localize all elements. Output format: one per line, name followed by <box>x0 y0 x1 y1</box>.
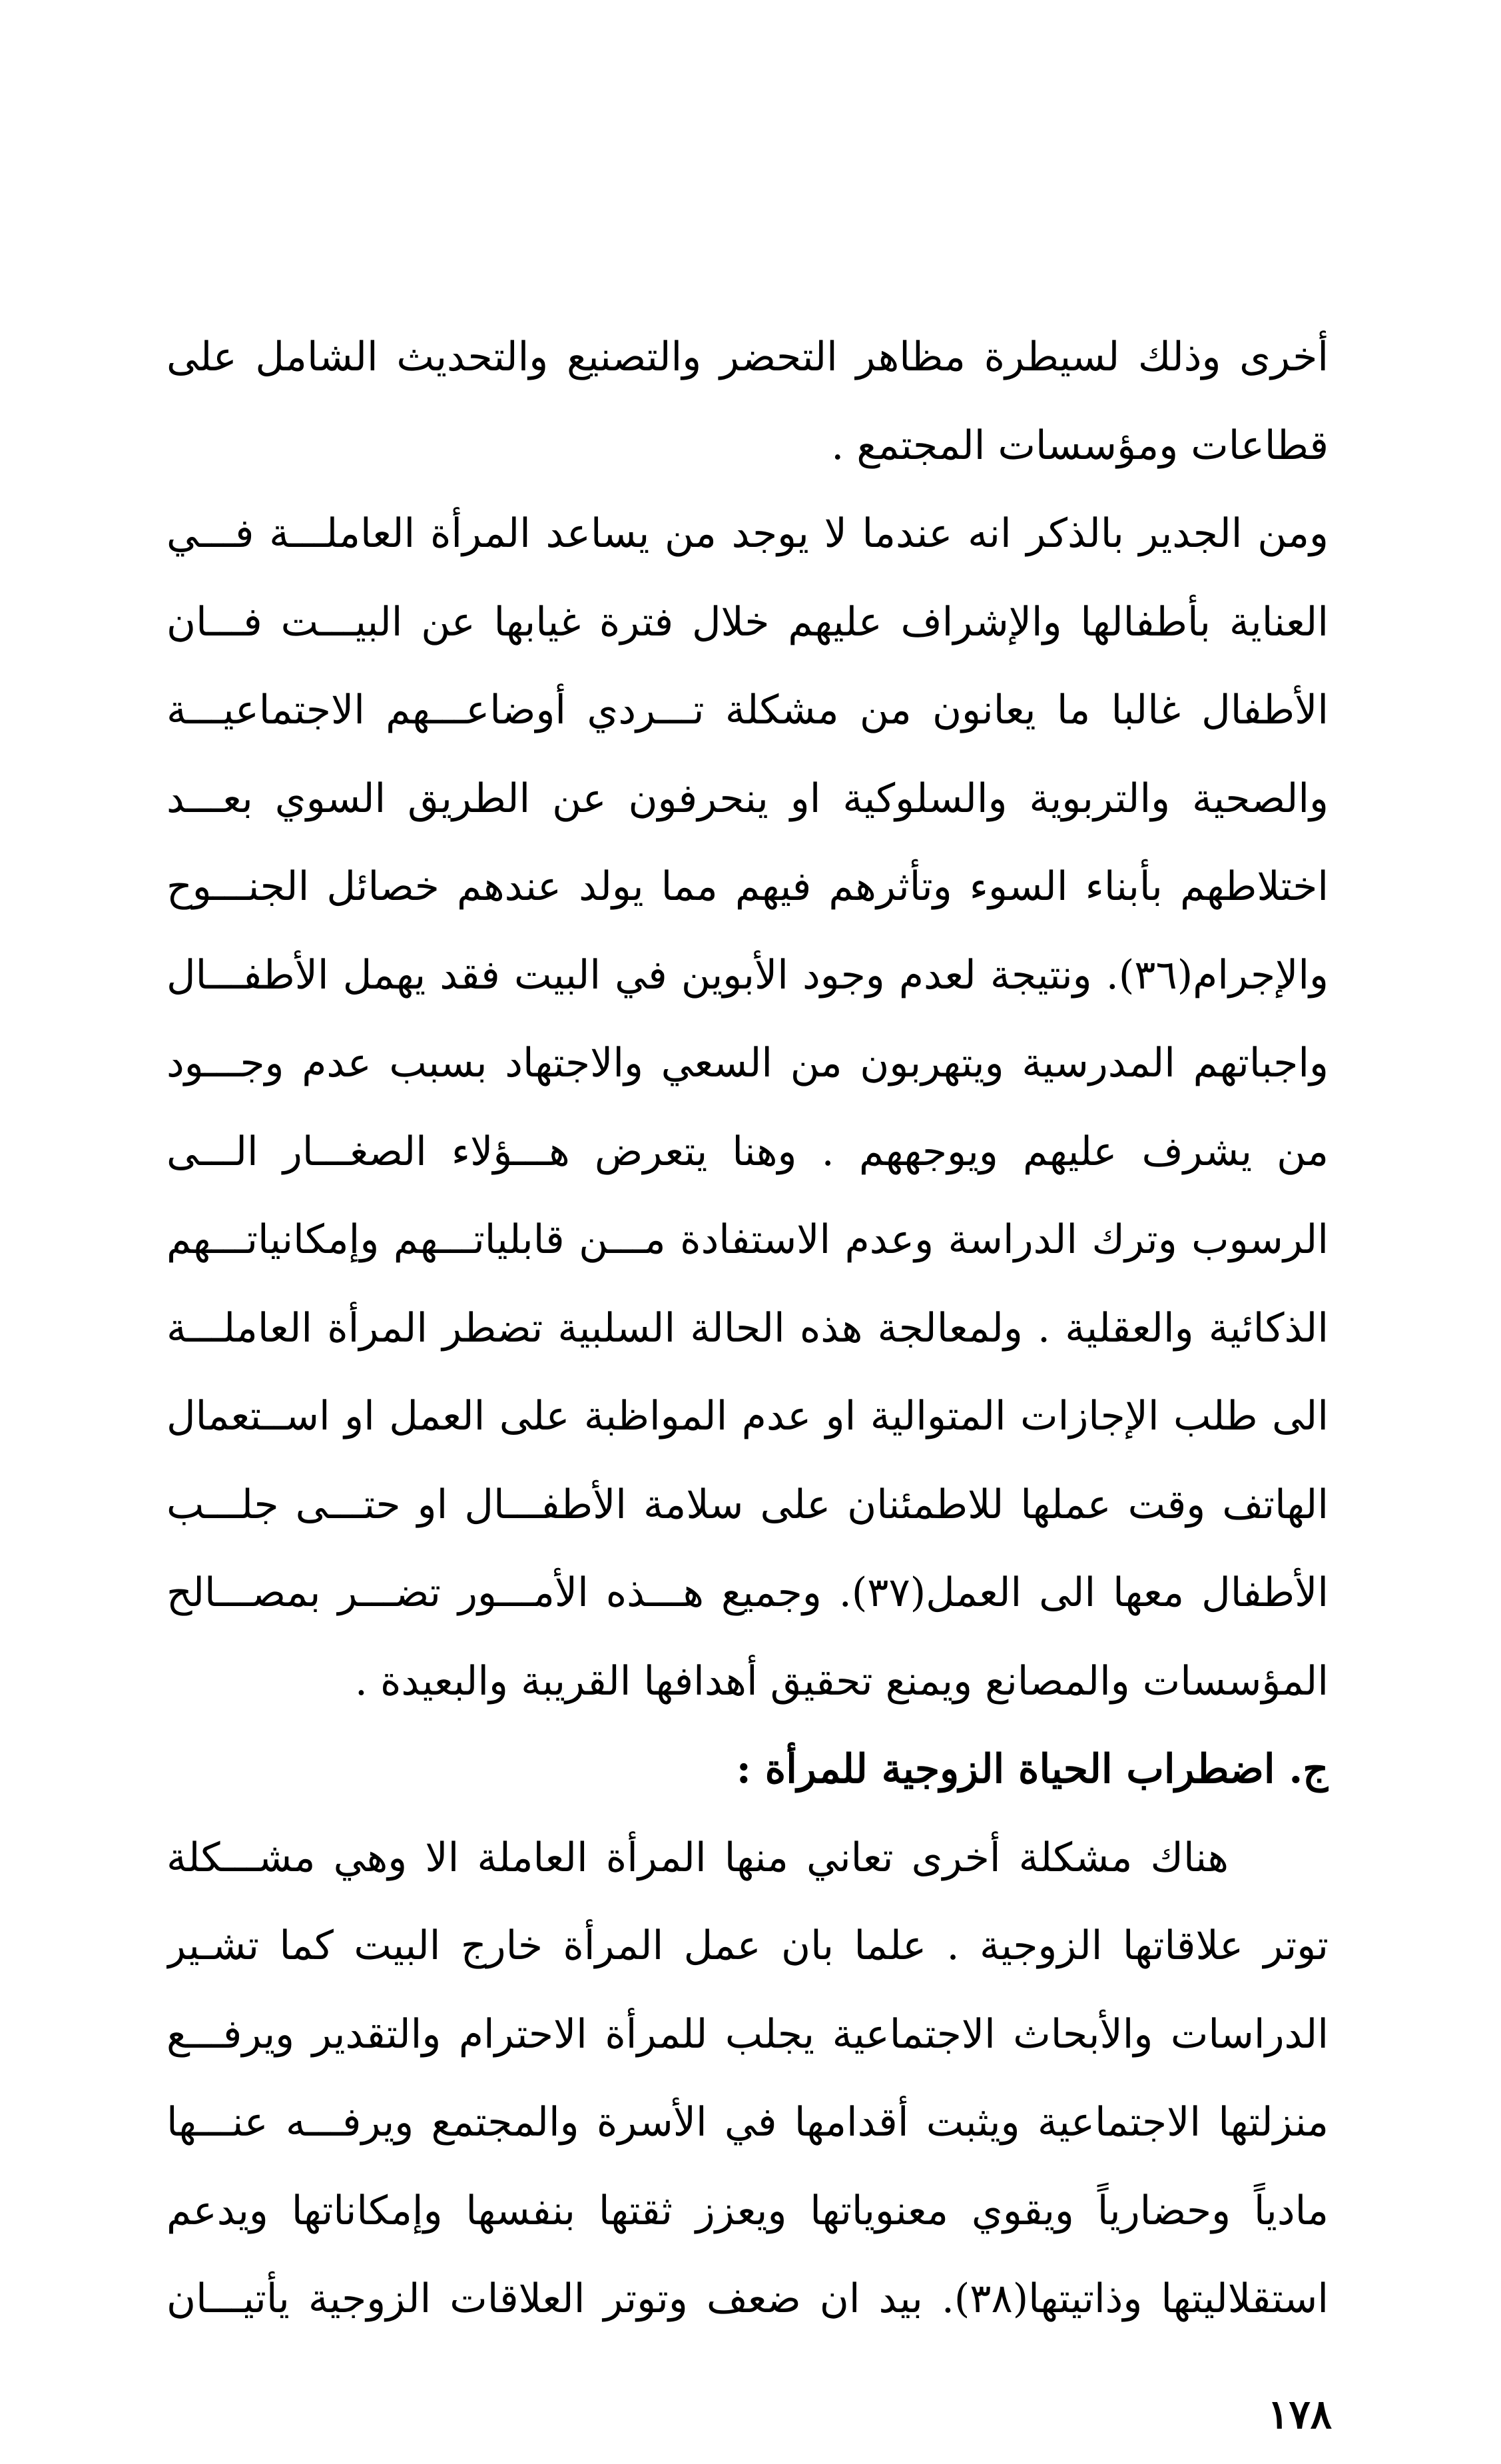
text-line-8: والإجرام(٣٦). ونتيجة لعدم وجود الأبوين في البيت فقد يهمل الأطفـــال <box>166 951 1329 999</box>
text-line-21: منزلتها الاجتماعية ويثبت أقدامها في الأسرة والمجتمع ويرفـــه عنـــها <box>166 2099 1329 2146</box>
text-line-19: توتر علاقاتها الزوجية . علما بان عمل المرأة خارج البيت كما تشـير <box>166 1922 1329 1969</box>
text-line-15: الأطفال معها الى العمل(٣٧). وجميع هـــذه الأمـــور تضـــر بمصـــالح <box>166 1569 1329 1616</box>
text-line-20: الدراسات والأبحاث الاجتماعية يجلب للمرأة الاحترام والتقدير ويرفـــع <box>166 2010 1329 2058</box>
text-line-3: ومن الجدير بالذكر انه عندما لا يوجد من يساعد المرأة العاملـــة فـــي <box>166 510 1329 557</box>
page-number: ١٧٨ <box>1267 2391 1332 2438</box>
text-line-22: مادياً وحضارياً ويقوي معنوياتها ويعزز ثقتها بنفسها وإمكاناتها ويدعم <box>166 2187 1329 2234</box>
text-line-1: أخرى وذلك لسيطرة مظاهر التحضر والتصنيع والتحديث الشامل على <box>166 334 1329 380</box>
text-line-2: قطاعات ومؤسسات المجتمع . <box>831 422 1329 469</box>
text-line-12: الذكائية والعقلية . ولمعالجة هذه الحالة السلبية تضطر المرأة العاملـــة <box>166 1304 1329 1352</box>
text-line-14: الهاتف وقت عملها للاطمئنان على سلامة الأطفـــال او حتـــى جلـــب <box>166 1481 1329 1528</box>
text-line-11: الرسوب وترك الدراسة وعدم الاستفادة مـــن قابلياتـــهم وإمكانياتـــهم <box>166 1216 1329 1263</box>
text-line-4: العناية بأطفالها والإشراف عليهم خلال فترة غيابها عن البيـــت فـــان <box>166 598 1329 645</box>
text-line-9: واجباتهم المدرسية ويتهربون من السعي والاجتهاد بسبب عدم وجـــود <box>166 1040 1329 1086</box>
text-line-7: اختلاطهم بأبناء السوء وتأثرهم فيهم مما يولد عندهم خصائل الجنـــوح <box>166 863 1329 910</box>
text-line-23: استقلاليتها وذاتيتها(٣٨). بيد ان ضعف وتوتر العلاقات الزوجية يأتيـــان <box>166 2275 1329 2322</box>
body-text <box>166 313 1329 2343</box>
text-line-10: من يشرف عليهم ويوجههم . وهنا يتعرض هـــؤلاء الصغـــار الـــى <box>166 1128 1329 1175</box>
text-line-16: المؤسسات والمصانع ويمنع تحقيق أهدافها القريبة والبعيدة . <box>354 1657 1329 1705</box>
section-heading: ج. اضطراب الحياة الزوجية للمرأة : <box>736 1746 1329 1793</box>
text-line-18: هناك مشكلة أخرى تعاني منها المرأة العاملة الا وهي مشـــكلة <box>166 1834 1229 1881</box>
text-line-5: الأطفال غالبا ما يعانون من مشكلة تـــردي أوضاعـــهم الاجتماعيـــة <box>166 687 1329 733</box>
text-line-6: والصحية والتربوية والسلوكية او ينحرفون عن الطريق السوي بعـــد <box>166 775 1329 822</box>
text-line-13: الى طلب الإجازات المتوالية او عدم المواظبة على العمل او اســتعمال <box>166 1393 1329 1439</box>
